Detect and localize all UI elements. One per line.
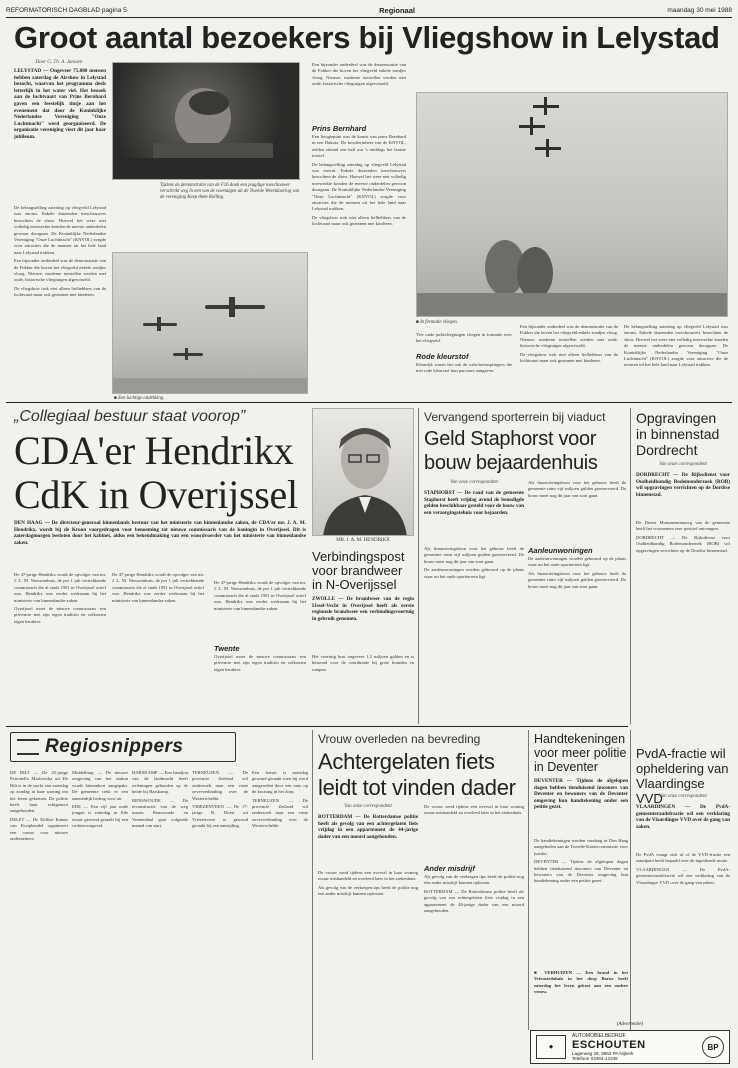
paragraph: HARSKAMP — Een bataljon van de landmacht heeft oefeningen gehouden op de heide bij Harskamp. (132, 770, 188, 795)
paragraph: TERNEUZEN — De provincie Zeeland wil onderzoek naar een vaste oeververbinding over de Westerschelde. (252, 797, 308, 829)
headline-verbindingspost-line2: voor brandweer (312, 563, 403, 578)
headline-verbindingspost (312, 550, 414, 592)
lead-dordrecht: DORDRECHT — De Rijksdienst voor Oudheidkundig Bodemonderzoek (ROB) wil opgravingen verrichten op de Dordtse binnenstad. (636, 472, 730, 498)
paragraph: ROTTERDAM — De Rotterdamse politie heeft als gevolg van een achtergelaten fiets vrijdag in een appartement de 44-jarige dader van een moord aangehouden. (424, 888, 524, 914)
body-staphorst-col1 (424, 546, 524, 722)
photo-formation (416, 92, 728, 317)
body-fiets-col1 (318, 870, 418, 1060)
headline-verbindingspost-line3: in N-Overijssel (312, 577, 397, 592)
ad-bp-mark: BP (702, 1036, 724, 1058)
photo-planes (112, 252, 308, 394)
paragraph: De 47-jarige Hendrikx wordt de opvolger van mr. J. L. M. Nieuwenhuis, de per 1 juli vertrekkende commissaris die al sinds 1981 in Overijssel actief was. Hendrikx was eerder werkzaam bij het ministerie van binnenlandse zaken. (112, 572, 204, 603)
subhead-rode-kleurstof: Rode kleurstof (416, 352, 469, 361)
body-hendrikx-col3a (214, 580, 306, 640)
regiosnippers-wave-icon (17, 739, 39, 755)
headline-vliegshow: Groot aantal bezoekers bij Vliegshow in Lelystad (14, 20, 720, 55)
note-verhuizen (534, 970, 628, 1014)
subhead-ander-misdrijf: Ander misdrijf (424, 864, 475, 873)
ad-tag: AUTOMOBIELBEDRIJF (572, 1033, 626, 1039)
kicker-fiets: Vrouw overleden na bevreding (318, 732, 481, 746)
paragraph: Een fietser is zaterdag gewond geraakt toen hij werd aangereden door een auto op de kruising in het dorp. (252, 770, 308, 795)
headline-deventer-line1: Handtekeningen (534, 732, 626, 746)
lead-hendrikx: DEN HAAG — De directeur-generaal binnenlands bestuur van het ministerie van binnenlandse zaken, de CDA'er mr. J. A. M. Hendrikx, wordt bij de Kroon voorgedragen voor benoeming tot nieuwe commissaris van de koningin in Overijssel. Dit is zaterdagmorgen besloten door het kabinet, aldus een bekendmaking van een woordvoerder van het ministerie van binnenlandse zaken. (14, 520, 306, 546)
kicker-hendrikx: „Collegiaal bestuur staat voorop” (14, 408, 246, 425)
paragraph: Vier oude jachtvliegtuigen vliegen in formatie over het vliegveld. (416, 332, 512, 344)
running-head-date: maandag 30 mei 1988 (667, 7, 732, 14)
byline-pvda: Van onze correspondent (659, 794, 707, 799)
body-deventer (534, 838, 628, 968)
paragraph: Als financieringsbron voor het gebouw heeft de gemeente ruim vijf miljoen gulden gereserveerd. De bouw moet nog dit jaar van start gaan. (424, 546, 524, 564)
ad-label: (Advertentie) (616, 1022, 644, 1027)
note-verhuizen-text: VERHUIZEN — Een brand in het Vrienstedahuis in het dorp Borne heeft zaterdag het leven gekost aan een oudere vrouw. (534, 970, 628, 995)
body-vliegshow-col4 (520, 324, 618, 398)
portrait-illustration (313, 409, 414, 536)
lead-staphorst: STAPHORST — De raad van de gemeente Staphorst heeft vrijdag avond de benodigde gelden beschikbaar gesteld voor de bouw van een verzorgingstehuis voor bejaarden. (424, 490, 524, 516)
headline-fiets-line1: Achtergelaten fiets (318, 749, 495, 774)
regiosnippers-title: Regiosnippers (45, 736, 184, 757)
byline-staphorst: Van onze correspondent (450, 480, 498, 485)
paragraph: EDE — Een vijf jaar oude jongen is zaterdag in Ede zwaar gewond geraakt bij een verkeersongeval. (72, 804, 128, 829)
subhead-twente: Twente (214, 644, 240, 653)
paragraph: De 47-jarige Hendrikx wordt de opvolger van mr. J. L. M. Nieuwenhuis, de per 1 juli vertrekkende commissaris die al sinds 1981 in Overijssel actief was. Hendrikx was eerder werkzaam bij het ministerie van binnenlandse zaken. (214, 580, 306, 611)
headline-deventer-line3: in Deventer (534, 760, 598, 774)
subhead-aanleunwoningen: Aanleunwoningen (528, 546, 593, 555)
caption-bullet-icon: ■ (416, 320, 421, 325)
body-vliegshow-col2 (312, 62, 406, 120)
paragraph: De belangstelling zaterdag op vliegveld Lelystad was enorm. Enkele duizenden toeschouwers bezochten de show. Hoewel het weer niet volledig meewerkte konden de meeste onderdelen gewoon doorgaan. De Koninklijke Nederlandse Vereniging "Onze Luchtmacht" (KNVOL) zorgde voor attracties die de mensen uit het hele land naar Lelystad trokken. (624, 324, 728, 368)
ad-address: Lagerweg 28, 3862 PA Nijkerk (572, 1051, 634, 1056)
body-verbindingspost (312, 654, 414, 722)
ad-phone: Telefoon 03494-12345 (572, 1056, 618, 1061)
paragraph: Overijssel moet de nieuwe commissaris een provincie met zijn eigen tradities en volkomen eigen karakter. (214, 654, 306, 672)
paragraph: De Dienst Monumentenzorg van de gemeente heeft het voornemen zeer positief ontvangen. (636, 520, 730, 532)
photo-planes-illustration (113, 253, 308, 394)
body-hendrikx-col3b (214, 654, 306, 722)
divider-vertical-5 (630, 730, 631, 1030)
body-fiets-col2b (424, 874, 524, 1060)
note-bullet-icon: ■ (534, 970, 545, 975)
headline-staphorst-line1: Geld Staphorst voor (424, 428, 597, 450)
paragraph: De vliegshow trok niet alleen liefhebbers van de luchtvaart maar ook gezinnen met kinderen. (14, 285, 106, 298)
lead-pvda: VLAARDINGEN — De PvdA-gemeenteraadsfractie wil een verklaring van de Vlaardingse VVD over de gang van zaken. (636, 804, 730, 830)
paragraph: DEVENTER — Tijdens de afgelopen dagen hebben tienduizend inwoners van Deventer en bewoners van de Deventer omgeving hun handtekening onder een petitie gezet. (534, 859, 628, 884)
paragraph: VLAARDINGEN — De PvdA-gemeenteraadsfractie wil een verklaring van de Vlaardingse VVD over de gang van zaken. (636, 866, 730, 885)
headline-hendrikx-line2: CdK in Overijssel (14, 472, 298, 517)
paragraph: Kleurrijk waren het ook de valschermspringers die met rode kleurstof hun parcours aangaven. (416, 362, 512, 374)
divider-vertical-3 (312, 730, 313, 1060)
paragraph: TERNEUZEN — De provincie Zeeland wil onderzoek naar een vaste oeververbinding over de Westerschelde. (192, 770, 248, 801)
headline-hendrikx-line1: CDA'er Hendrikx (14, 428, 294, 473)
body-vliegshow-col3 (416, 332, 512, 352)
photo-child-illustration (113, 63, 300, 180)
divider-vertical-2 (630, 408, 631, 724)
headline-dordrecht (636, 410, 732, 458)
headline-deventer-line2: voor meer politie (534, 746, 627, 760)
headline-verbindingspost-line1: Verbindingspost (312, 549, 405, 564)
caption-child: Tijdens de demonstratie van de F16 dook een jeugdige toeschouwer verschrikt weg in een van de voertuigen uit de Tweede Wereldoorlog van de vereniging Keep them Rolling. (160, 183, 300, 200)
paragraph: Als gevolg van de verkregen tips heeft de politie nog een ander misdrijf kunnen oplossen. (424, 874, 524, 886)
regiosnippers-banner (10, 732, 236, 762)
byline-dordrecht: Van onze correspondent (659, 462, 707, 467)
paragraph: De vliegshow trok niet alleen liefhebbers van de luchtvaart maar ook gezinnen met kinderen. (312, 214, 406, 227)
headline-dordrecht-line3: Dordrecht (636, 442, 698, 458)
paragraph: RENSWOUDE — De reconstructie van de weg tussen Renswoude en Veenendaal gaat volgende maand van start. (132, 797, 188, 829)
paragraph: Overijssel moet de nieuwe commissaris een provincie met zijn eigen tradities en volkomen eigen karakter. (14, 606, 106, 624)
divider-vertical-4 (528, 730, 529, 1030)
regiosnippers-col5 (252, 770, 308, 1060)
body-pvda (636, 852, 730, 1028)
paragraph: VRIEZENVEEN — De 17-jarige B. Doest uit Vriezenveen is gewond geraakt bij een aanrijding. (192, 804, 248, 829)
paragraph: Een bijzonder onderdeel was de demonstratie van de Fokker die boven het vliegveld enkele rondjes vloog. Nieuwe, moderne toestellen werden met oude, historische vliegtuigen afgewisseld. (14, 258, 106, 283)
headline-pvda-line1: PvdA-fractie wil (636, 746, 726, 761)
headline-dordrecht-line2: in binnenstad (636, 426, 720, 442)
paragraph: Een bijzonder onderdeel was de demonstratie van de Fokker die boven het vliegveld enkele rondjes vloog. Nieuwe, moderne toestellen werden met oude, historische vliegtuigen afgewisseld. (312, 62, 406, 87)
lead-verbindingspost: ZWOLLE — De brandweer van de regio IJssel-Vecht in Overijssel heeft als eerste regionale brandweer een verbindingsvoertuig in gebruik genomen. (312, 596, 414, 622)
caption-bullet-icon: ■ (114, 396, 119, 401)
headline-deventer (534, 732, 628, 774)
caption-plane-text: Een luchtige ondekking. (118, 396, 165, 401)
body-hendrikx-col1 (14, 572, 106, 722)
caption-formation (416, 320, 536, 326)
paragraph: De 47-jarige Hendrikx wordt de opvolger van mr. J. L. M. Nieuwenhuis, de per 1 juli vertrekkende commissaris die al sinds 1981 in Overijssel actief was. Hendrikx was eerder werkzaam bij het ministerie van binnenlandse zaken. (14, 572, 106, 603)
paragraph: DORDRECHT — De Rijksdienst voor Oudheidkundig Bodemonderzoek (ROB) wil opgravingen verrichten op de Dordtse binnenstad. (636, 534, 730, 553)
paragraph: Een bijzonder onderdeel was de demonstratie van de Fokker die boven het vliegveld enkele rondjes vloog. Nieuwe, moderne toestellen werden met oude, historische vliegtuigen afgewisseld. (520, 324, 618, 349)
paragraph: De PvdA vraagt zich af of de VVD-fractie een standpunt heeft bepaald over de ingediende motie. (636, 852, 730, 864)
paragraph: De vliegshow trok niet alleen liefhebbers van de luchtvaart maar ook gezinnen met kinderen. (520, 351, 618, 364)
paragraph: Als financieringsbron voor het gebouw heeft de gemeente ruim vijf miljoen gulden gereserveerd. De bouw moet nog dit jaar van start gaan. (528, 570, 626, 589)
running-head-paper: REFORMATORISCH DAGBLAD pagina 5 (6, 7, 127, 14)
headline-dordrecht-line1: Opgravingen (636, 410, 717, 426)
headline-pvda-line3: Vlaardingse VVD (636, 776, 705, 806)
paragraph: Het voertuig kost ongeveer 1,2 miljoen gulden en is bestemd voor de coördinatie bij grote branden en rampen. (312, 654, 414, 672)
paragraph: Als financieringsbron voor het gebouw heeft de gemeente ruim vijf miljoen gulden gereserveerd. De bouw moet nog dit jaar van start gaan. (528, 480, 626, 498)
regiosnippers-col4 (192, 770, 248, 1060)
byline-vliegshow: Door G. Th. A. Janssen (35, 60, 83, 65)
body-staphorst-col2b (528, 556, 626, 722)
ad-brand: ESCHOUTEN (572, 1039, 646, 1051)
body-vliegshow-col2b (312, 134, 406, 396)
body-hendrikx-col2 (112, 572, 204, 722)
paragraph: De belangstelling zaterdag op vliegveld Lelystad was enorm. Enkele duizenden toeschouwers bezochten de show. Hoewel het weer niet volledig meewerkte konden de meeste onderdelen gewoon doorgaan. De Koninklijke Nederlandse Vereniging "Onze Luchtmacht" (KNVOL) zorgde voor attracties die de mensen uit het hele land naar Lelystad trokken. (14, 205, 106, 255)
paragraph: Een hoogtepunt was de komst van prins Bernhard in een Dakota. De beschermheer van de KNVOL, zelden zittend een half uur 's middags het laatste toestel. (312, 134, 406, 159)
regiosnippers-col3 (132, 770, 188, 1060)
paragraph: De vrouw werd tijdens een overval in haar woning zwaar mishandeld en overleed later in het ziekenhuis. (318, 870, 418, 882)
regiosnippers-col2 (72, 770, 128, 1060)
headline-staphorst-line2: bouw bejaardenhuis (424, 452, 598, 474)
paragraph: DE BILT — De 45-jarige Petronella Maslowska uit De Bilt is in de nacht van zaterdag op zondag in haar woning om het leven gekomen. De politie heeft haar echtgenoot aangehouden. (10, 770, 68, 814)
divider-middle (6, 726, 628, 727)
body-vliegshow-col3b (416, 362, 512, 398)
headline-pvda-line2: opheldering van (636, 761, 729, 776)
divider-top (6, 402, 732, 403)
running-head-section: Regionaal (379, 6, 415, 15)
photo-formation-illustration (417, 93, 728, 317)
ad-box[interactable] (530, 1030, 730, 1064)
paragraph: De aanleunwoningen worden gebouwd op de plaats waar nu het oude sportterrein ligt. (424, 567, 524, 579)
paragraph: DELFT — De Delftse Kamer van Koophandel organiseert een cursus voor nieuwe ondernemers. (10, 816, 68, 842)
caption-formation-text: In formatie vliegen. (420, 320, 458, 325)
kicker-staphorst: Vervangend sporterrein bij viaduct (424, 410, 606, 424)
body-staphorst-col2 (528, 480, 626, 542)
paragraph: De belangstelling zaterdag op vliegveld Lelystad was enorm. Enkele duizenden toeschouwers bezochten de show. Hoewel het weer niet volledig meewerkte konden de meeste onderdelen gewoon doorgaan. De Koninklijke Nederlandse Vereniging "Onze Luchtmacht" (KNVOL) zorgde voor attracties die de mensen uit het hele land naar Lelystad trokken. (312, 161, 406, 212)
lead-vliegshow: LELYSTAD — Ongeveer 75.000 mensen hebben zaterdag de Airshow in Lelystad bezocht, waarvan het programma deels letterlijk in het water viel. Het bezoek aan de luchtvaart van Prins Bernhard gaven een feestelijk tintje aan het evenement dat door de Koninklijke Nederlandse Vereniging "Onze Luchtmacht" werd georganiseerd. De organisatie vereniging viert dit jaar haar jubileum. (14, 68, 106, 140)
paragraph: De aanleunwoningen worden gebouwd op de plaats waar nu het oude sportterrein ligt. (528, 556, 626, 568)
ad-text (572, 1033, 696, 1061)
body-vliegshow-col1 (14, 205, 106, 393)
paragraph: De handtekeningen werden vandaag in Den Haag aangeboden aan de Tweede-Kamercommissie voor justitie. (534, 838, 628, 856)
divider-vertical-1 (418, 408, 419, 724)
subhead-prins-bernhard: Prins Bernhard (312, 124, 367, 133)
photo-child-in-vehicle (112, 62, 300, 180)
lead-deventer: DEVENTER — Tijdens de afgelopen dagen hebben tienduizend inwoners van Deventer en bewoners van de Deventer omgeving hun handtekening onder een petitie gezet. (534, 778, 628, 811)
photo-hendrikx-portrait (312, 408, 414, 536)
running-head (6, 4, 732, 18)
body-vliegshow-col5 (624, 324, 728, 398)
ad-logo: ◆ (536, 1035, 566, 1059)
lead-fiets: ROTTERDAM — De Rotterdamse politie heeft als gevolg van een achtergelaten fiets vrijdag in een appartement de 44-jarige dader van een moord aangehouden. (318, 814, 418, 840)
regiosnippers-col1 (10, 770, 68, 1060)
body-fiets-col2 (424, 804, 524, 860)
body-hendrikx-col3 (210, 520, 306, 580)
paragraph: Als gevolg van de verkregen tips heeft de politie nog een ander misdrijf kunnen oplossen. (318, 884, 418, 897)
body-dordrecht (636, 520, 730, 722)
caption-portrait: MR. J. A. M. HENDRIKX (336, 538, 390, 543)
paragraph: De vrouw werd tijdens een overval in haar woning zwaar mishandeld en overleed later in het ziekenhuis. (424, 804, 524, 816)
byline-fiets: Van onze correspondent (344, 804, 392, 809)
headline-fiets-line2: leidt tot vinden dader (318, 775, 516, 800)
paragraph: Middelburg — De nieuwe omgeving van het station wordt binnenkort aangepakt. De gemeente trekt er een aanzienlijk bedrag voor uit. (72, 770, 128, 801)
